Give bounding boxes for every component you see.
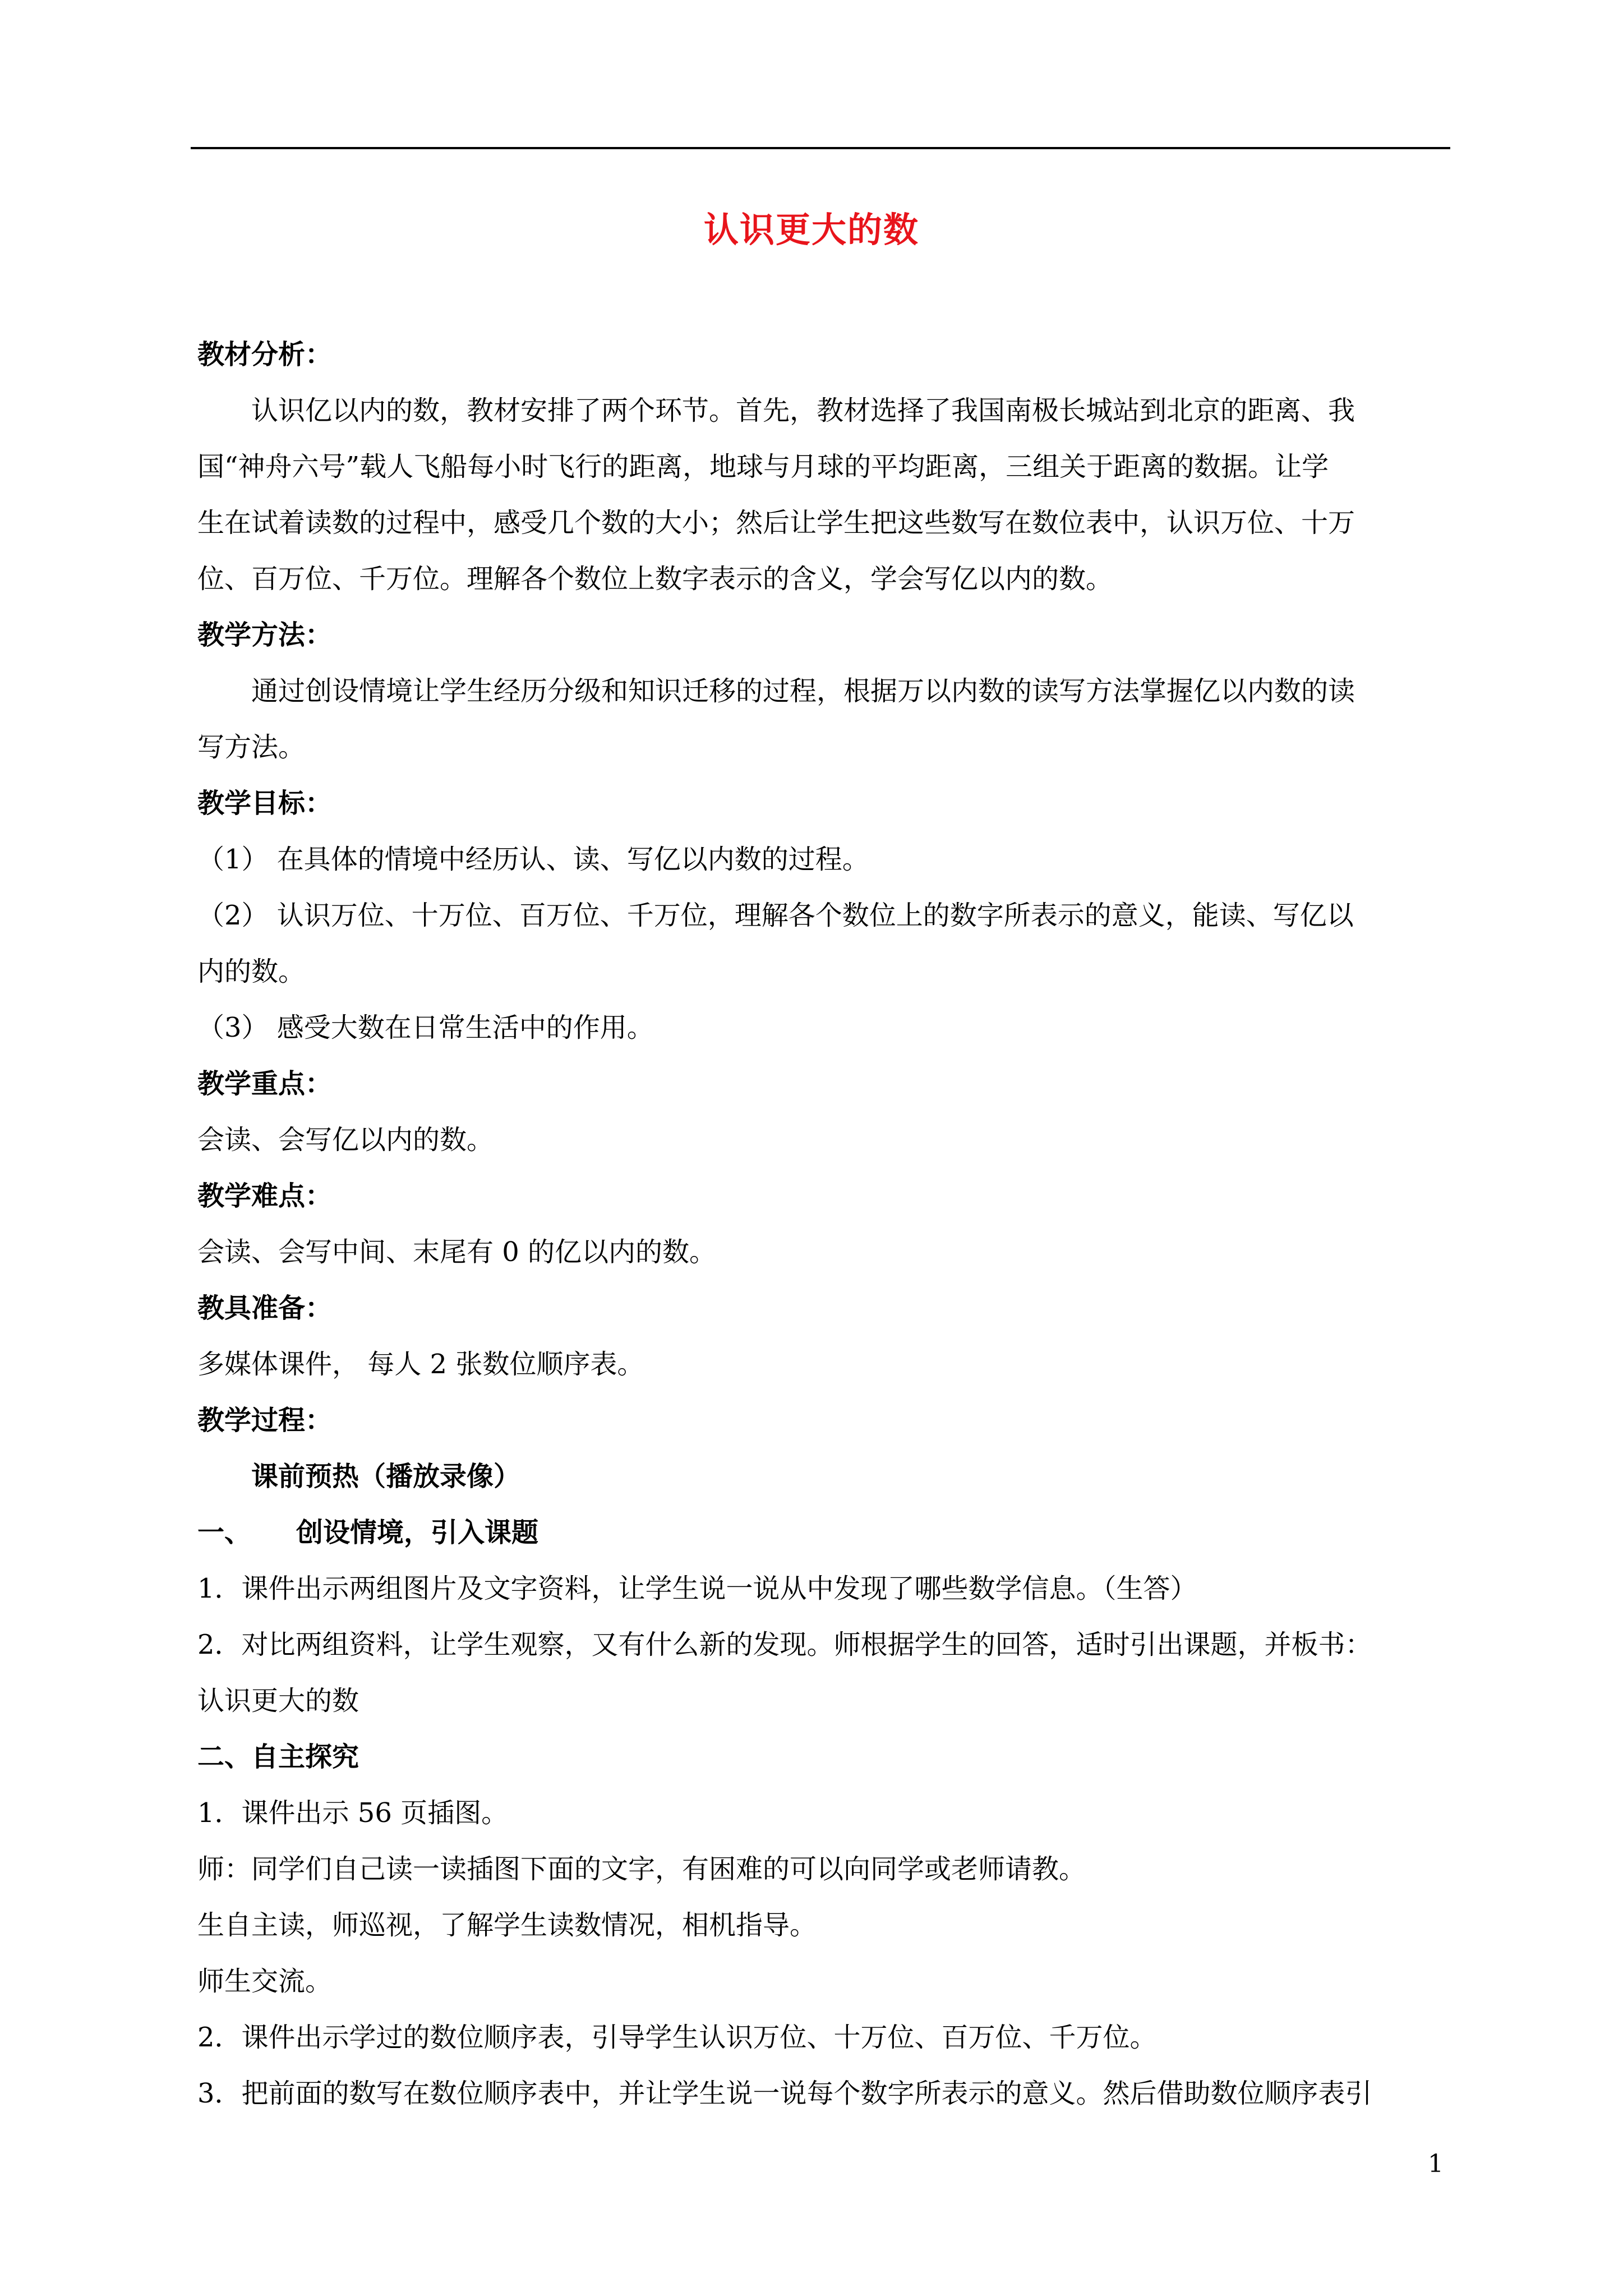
text-line: 内的数。 xyxy=(197,956,306,987)
text-line: 通过创设情境让学生经历分级和知识迁移的过程，根据万以内数的读写方法掌握亿以内数的读 xyxy=(251,675,1355,707)
text-line: 3．把前面的数写在数位顺序表中，并让学生说一说每个数字所表示的意义。然后借助数位顺序表引 xyxy=(197,2078,1372,2109)
document-body xyxy=(197,326,1445,2122)
text-line: 写方法。 xyxy=(197,731,306,763)
text-line: 教学难点： xyxy=(197,1180,333,1212)
text-line: 二、自主探究 xyxy=(197,1741,359,1773)
text-line: 会读、会写中间、末尾有 0 的亿以内的数。 xyxy=(197,1236,717,1268)
text-line: 国“神舟六号”载人飞船每小时飞行的距离，地球与月球的平均距离，三组关于距离的数据。让学 xyxy=(197,451,1329,482)
text-line: 位、百万位、千万位。理解各个数位上数字表示的含义，学会写亿以内的数。 xyxy=(197,563,1113,595)
text-line: 2．课件出示学过的数位顺序表，引导学生认识万位、十万位、百万位、千万位。 xyxy=(197,2022,1157,2053)
text-line: 生自主读，师巡视，了解学生读数情况，相机指导。 xyxy=(197,1910,817,1941)
text-line: 会读、会写亿以内的数。 xyxy=(197,1124,494,1156)
text-line: 课前预热（播放录像） xyxy=(251,1461,521,1492)
text-line: 多媒体课件， 每人 2 张数位顺序表。 xyxy=(197,1349,644,1380)
section-title: 创设情境，引入课题 xyxy=(296,1517,539,1548)
text-line: 教学过程： xyxy=(197,1405,333,1436)
header-rule xyxy=(191,147,1450,149)
text-line: 生在试着读数的过程中，感受几个数的大小；然后让学生把这些数写在数位表中，认识万位、十万 xyxy=(197,507,1355,539)
text-line: （2） 认识万位、十万位、百万位、千万位，理解各个数位上的数字所表示的意义，能读、写亿以 xyxy=(197,900,1354,931)
page-number: 1 xyxy=(1428,2150,1444,2178)
text-line: 教学目标： xyxy=(197,788,333,819)
text-line: （1） 在具体的情境中经历认、读、写亿以内数的过程。 xyxy=(197,844,869,875)
text-line: 师：同学们自己读一读插图下面的文字，有困难的可以向同学或老师请教。 xyxy=(197,1853,1086,1885)
text-line xyxy=(197,1504,1445,1561)
text-line: 师生交流。 xyxy=(197,1966,333,1997)
text-line: （3） 感受大数在日常生活中的作用。 xyxy=(197,1012,654,1043)
text-line: 教学重点： xyxy=(197,1068,333,1099)
text-line: 认识亿以内的数，教材安排了两个环节。首先，教材选择了我国南极长城站到北京的距离、我 xyxy=(251,395,1355,426)
text-line: 1．课件出示两组图片及文字资料，让学生说一说从中发现了哪些数学信息。（生答） xyxy=(197,1573,1197,1604)
text-line: 1．课件出示 56 页插图。 xyxy=(197,1797,509,1829)
text-line: 教具准备： xyxy=(197,1292,333,1324)
section-number: 一、 xyxy=(197,1517,252,1548)
text-line: 2．对比两组资料，让学生观察，又有什么新的发现。师根据学生的回答，适时引出课题，并板书： xyxy=(197,1629,1372,1660)
text-line: 教材分析： xyxy=(197,339,333,370)
text-line: 认识更大的数 xyxy=(197,1685,359,1717)
document-title: 认识更大的数 xyxy=(703,209,919,250)
text-line: 教学方法： xyxy=(197,619,333,651)
